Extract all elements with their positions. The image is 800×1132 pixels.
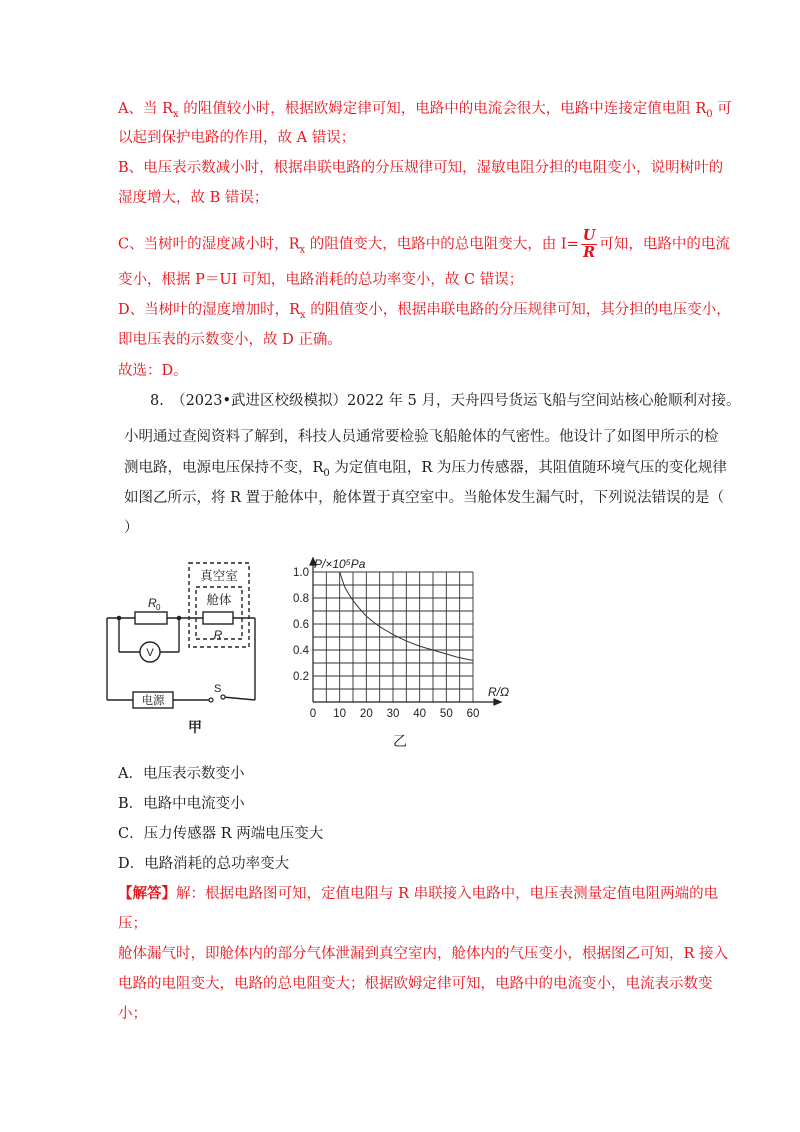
x-axis-label: R/Ω <box>488 685 510 699</box>
y-tick-label: 1.0 <box>293 567 309 579</box>
x-axis-arrow <box>494 699 501 705</box>
question-8-line4: 如图乙所示，将 R 置于舱体中，舱体置于真空室中。当舱体发生漏气时，下列说法错误的是（ <box>124 490 725 506</box>
option-c-explanation-line1: C、当树叶的湿度减小时，$R_x$ 的阻值变大，电路中的总电阻变大，由 I= $\frac{U}{R}$ 可知，电路中的电流 <box>118 227 730 261</box>
question-8-line2: 小明通过查阅资料了解到，科技人员通常要检验飞船舱体的气密性。他设计了如图甲所示的检 <box>124 429 719 445</box>
pressure-resistance-graph <box>280 550 530 750</box>
option-b-explanation-line1: B、电压表示数减小时，根据串联电路的分压规律可知，湿敏电阻分担的电阻变小，说明树叶的 <box>118 160 724 176</box>
x-tick-label: 30 <box>386 708 400 720</box>
y-tick-label: 0.2 <box>293 671 309 683</box>
x-tick-label: 10 <box>333 708 347 720</box>
answer-line3: 舱体漏气时，即舱体内的部分气体泄漏到真空室内，舱体内的气压变小，根据图乙可知，R 接入 <box>118 946 729 962</box>
x-tick-label: 0 <box>309 708 317 720</box>
option-c: C．压力传感器 R 两端电压变大 <box>118 826 324 842</box>
x-tick-label: 40 <box>413 708 427 720</box>
source-label: 电源 <box>141 695 165 707</box>
answer-line5: 小； <box>118 1006 147 1022</box>
x-tick-label: 50 <box>439 708 453 720</box>
cabin-label: 舱体 <box>206 593 232 607</box>
x-tick-label: 60 <box>466 708 480 720</box>
y-axis-label: P/×10⁵Pa <box>314 557 366 571</box>
option-b-explanation-line2: 湿度增大，故 B 错误； <box>118 190 269 206</box>
y-tick-label: 0.8 <box>293 593 309 605</box>
switch-label: S <box>214 683 222 695</box>
answer-tag: 【解答】 <box>118 885 176 902</box>
question-8-line5: ） <box>124 520 139 536</box>
r0-subscript: 0 <box>156 603 161 612</box>
resistor-r0 <box>135 612 167 624</box>
option-a-explanation-line1: A、当 $R_x$ 的阻值较小时，根据欧姆定律可知，电路中的电流会很大，电路中连接定值电阻 $R_0$ 可 <box>118 101 732 120</box>
vacuum-label: 真空室 <box>200 569 238 583</box>
circuit-caption: 甲 <box>188 719 202 735</box>
option-d: D．电路消耗的总功率变大 <box>118 856 290 872</box>
option-b: B．电路中电流变小 <box>118 796 245 812</box>
answer-line1: 【解答】解：根据电路图可知，定值电阻与 R 串联接入电路中，电压表测量定值电阻两端的电 <box>118 885 719 902</box>
resistor-r <box>203 612 233 624</box>
option-c-explanation-line2: 变小，根据 P＝UI 可知，电路消耗的总功率变小，故 C 错误； <box>118 272 524 288</box>
question-8-line3: 测电路，电源电压保持不变，$R_0$ 为定值电阻，R 为压力传感器，其阻值随环境气压的变化规律 <box>124 460 727 479</box>
r-label: R <box>213 628 223 642</box>
option-d-explanation-line2: 即电压表的示数变小，故 D 正确。 <box>118 332 342 348</box>
circuit-diagram <box>95 556 275 746</box>
r0-label: R <box>148 596 157 610</box>
final-choice: 故选：D。 <box>118 363 188 379</box>
option-d-explanation-line1: D、当树叶的湿度增加时，$R_x$ 的阻值变小，根据串联电路的分压规律可知，其分担的电压变小， <box>118 302 731 321</box>
y-tick-label: 0.4 <box>293 645 309 657</box>
question-8-line1: 8. （2023•武进区校级模拟）2022 年 5 月，天舟四号货运飞船与空间站核心舱顺利对接。 <box>150 393 741 409</box>
fraction-u-over-r: $\frac{U}{R}$ <box>582 227 596 261</box>
graph-caption: 乙 <box>393 733 407 749</box>
option-a-explanation-line2: 以起到保护电路的作用，故 A 错误； <box>118 130 356 146</box>
option-a: A．电压表示数变小 <box>118 766 245 782</box>
voltmeter-label: V <box>146 647 154 659</box>
answer-line2: 压； <box>118 916 147 932</box>
y-tick-label: 0.6 <box>293 619 309 631</box>
answer-line4: 电路的电阻变大，电路的总电阻变大；根据欧姆定律可知，电路中的电流变小，电流表示数变 <box>118 976 713 992</box>
x-tick-label: 20 <box>359 708 373 720</box>
